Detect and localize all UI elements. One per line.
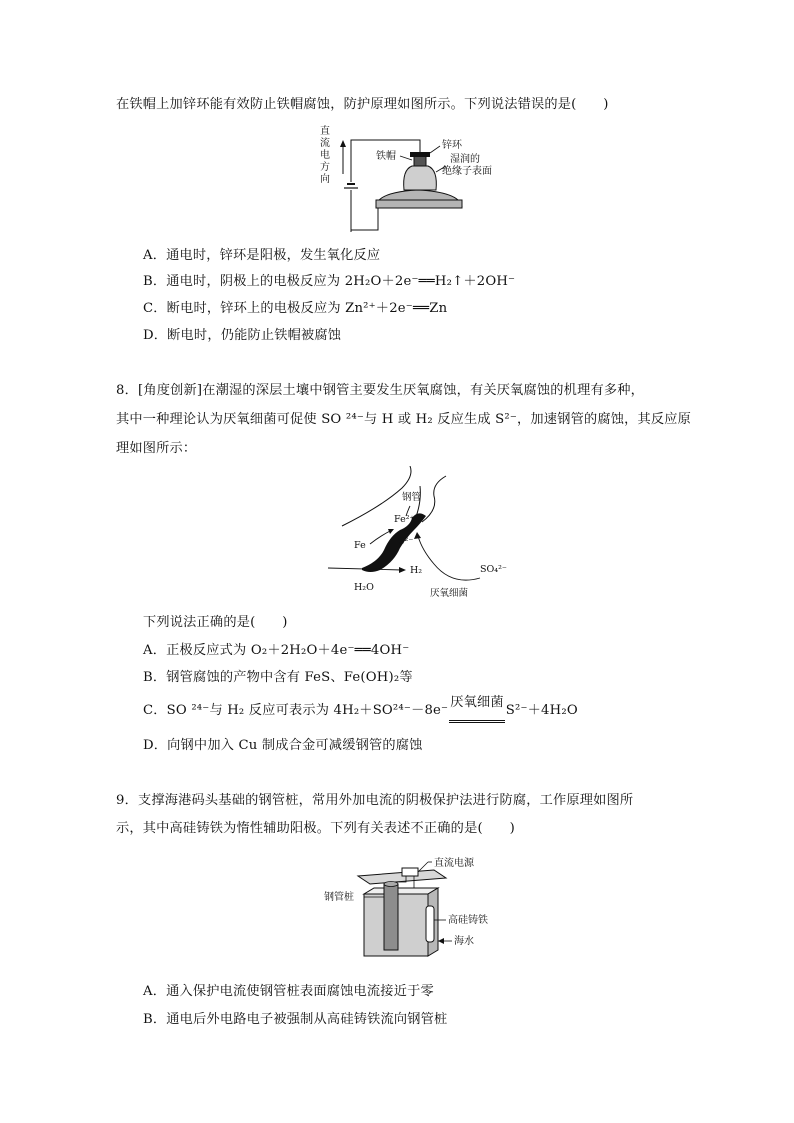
q8-stem-line-2: 其中一种理论认为厌氧细菌可促使 SO ²⁴⁻与 H 或 H₂ 反应生成 S²⁻，加速钢管的腐蚀，其反应原 [116,412,692,427]
zinc-ring-diagram [318,122,508,234]
q8-option-c-condition [449,695,505,723]
label-surface-1: 湿润的 [450,154,480,165]
current-direction-char: 方 [320,162,330,173]
q8-option-c [143,695,578,723]
q7-figure [318,122,508,234]
q7-option-d: D．断电时，仍能防止铁帽被腐蚀 [143,328,342,343]
label-bacteria: 厌氧细菌 [430,588,469,599]
label-so4: SO₄²⁻ [480,564,507,575]
pipe-wall-inner [422,476,446,522]
q8-option-c-condition-text: 厌氧细菌 [450,695,504,710]
q7-stem: 在铁帽上加锌环能有效防止铁帽腐蚀，防护原理如图所示。下列说法错误的是( ) [116,97,609,112]
label-power: 直流电源 [434,858,474,869]
q9-figure [324,848,514,960]
label-pile: 钢管桩 [324,892,354,903]
label-sea: 海水 [454,936,474,947]
label-pipe: 钢管 [402,492,422,503]
label-iron: 高硅铸铁 [448,915,488,926]
insulator-bell [404,166,437,190]
current-arrow-head [340,140,346,147]
q8-stem-line-3: 理如图所示： [116,441,197,456]
q9-stem-line-1: 9．支撑海港码头基础的钢管桩，常用外加电流的阴极保护法进行防腐，工作原理如图所 [116,793,634,808]
current-direction-char: 向 [320,174,330,185]
current-direction-char: 电 [320,150,330,161]
steel-pile [384,884,398,950]
label-surface-2: 绝缘子表面 [442,166,492,177]
q8-option-c-suffix: S²⁻＋4H₂O [505,703,578,718]
wire-bottom [351,208,378,232]
q8-option-a: A．正极反应式为 O₂＋2H₂O＋4e⁻══4OH⁻ [143,643,410,658]
insulator-rim [376,200,462,208]
tank-top [364,888,438,894]
label-fe: Fe [354,540,366,551]
q7-option-b: B．通电时，阴极上的电极反应为 2H₂O＋2e⁻══H₂↑＋2OH⁻ [143,274,516,289]
iron-cap [414,156,426,166]
current-direction-char: 直 [320,126,330,137]
anaerobic-corrosion-diagram [322,466,512,600]
label-zinc-ring: 锌环 [442,140,462,151]
label-iron-cap: 铁帽 [376,151,396,162]
current-direction-text [320,124,330,185]
q9-stem-line-2: 示，其中高硅铸铁为惰性辅助阳极。下列有关表述不正确的是( ) [116,821,515,836]
q9-option-b: B．通电后外电路电子被强制从高硅铸铁流向钢管桩 [143,1012,448,1027]
cast-iron-anode [426,906,434,942]
q8-question: 下列说法正确的是( ) [143,615,288,630]
water-arrow-head [399,567,406,573]
power-box [402,868,418,876]
q8-option-c-prefix: C．SO ²⁴⁻与 H₂ 反应可表示为 4H₂＋SO²⁴⁻－8e⁻ [143,703,449,718]
bacteria-arrow [418,536,480,580]
cathodic-protection-diagram [324,848,514,960]
steel-pile-top [384,882,398,887]
q7-option-c: C．断电时，锌环上的电极反应为 Zn²⁺＋2e⁻══Zn [143,301,448,316]
current-direction-char: 流 [320,138,330,149]
q8-stem-line-1: 8．[角度创新]在潮湿的深层土壤中钢管主要发生厌氧腐蚀，有关厌氧腐蚀的机理有多种， [116,383,645,398]
q8-option-d: D．向钢中加入 Cu 制成合金可减缓钢管的腐蚀 [143,738,423,753]
zinc-ring [410,152,430,157]
q9-option-a: A．通入保护电流使钢管桩表面腐蚀电流接近于零 [143,984,434,999]
label-h2o: H₂O [354,582,374,593]
label-h2: H₂ [410,565,423,576]
label-fe2: Fe²⁺ [394,514,415,525]
leader-ring [430,146,440,153]
sea-arrow-head [438,938,444,944]
bacteria-arrow-head [414,532,421,539]
q8-figure [322,466,512,600]
label-s2: S²⁻ [398,536,414,547]
q8-option-b: B．钢管腐蚀的产物中含有 FeS、Fe(OH)₂等 [143,670,413,685]
q7-option-a: A．通电时，锌环是阳极，发生氧化反应 [143,248,381,263]
